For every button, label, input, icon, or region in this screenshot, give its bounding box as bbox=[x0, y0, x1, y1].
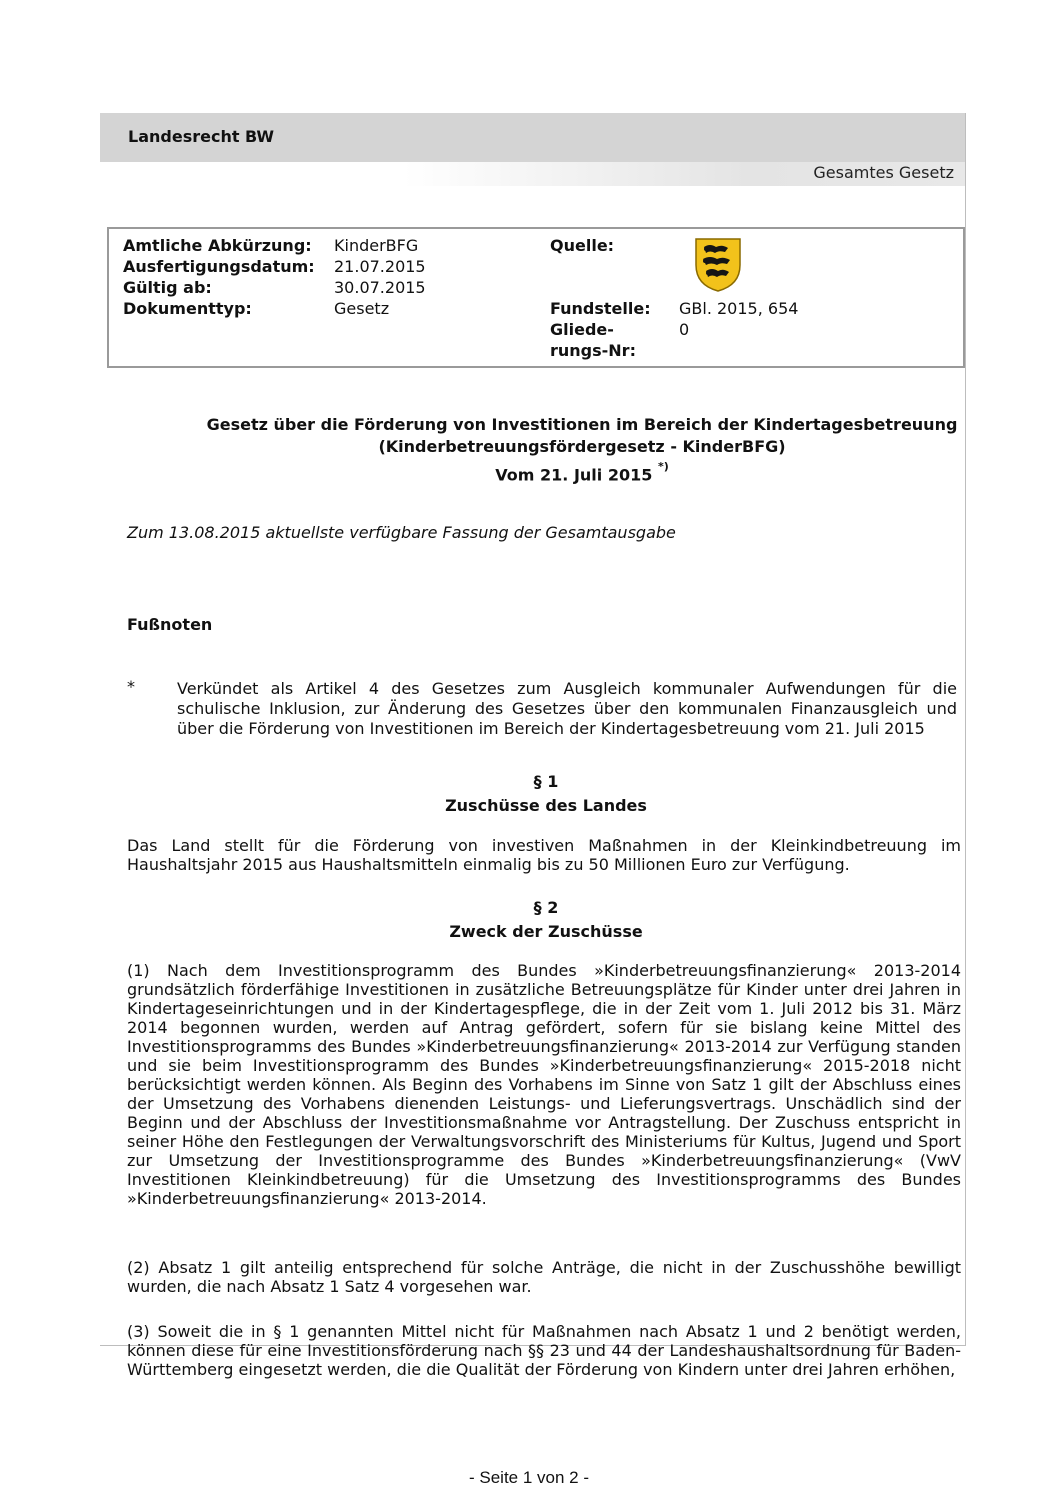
section-2-paragraph-2: (2) Absatz 1 gilt anteilig entsprechend für solche Anträge, die nicht in der Zuschusshöhe bewilligt wurden, die nach Absatz 1 Satz 4 vorgesehen war. bbox=[127, 1258, 961, 1296]
gliederung-value: 0 bbox=[679, 320, 690, 339]
metadata-box bbox=[107, 227, 965, 368]
section-2-paragraph-3: (3) Soweit die in § 1 genannten Mittel nicht für Maßnahmen nach Absatz 1 und 2 benötigt werden, können diese für eine Investitionsförderung nach §§ 23 und 44 der Landeshaushaltsordnung für Baden-Württemberg eingesetzt werden, die die Qualität der Förderung von Kindern unter drei Jahren erhöhen, bbox=[127, 1322, 961, 1379]
header-title: Landesrecht BW bbox=[128, 127, 275, 146]
coat-of-arms-icon bbox=[694, 237, 742, 293]
footnotes-heading: Fußnoten bbox=[127, 615, 213, 634]
section-1-heading bbox=[127, 770, 965, 818]
date-footnote-link[interactable]: *) bbox=[657, 460, 669, 473]
document-title-line2: (Kinderbetreuungsfördergesetz - KinderBFG) bbox=[378, 437, 786, 456]
gliederung-label-line1: Gliede- bbox=[550, 320, 614, 339]
document-date-text: Vom 21. Juli 2015 bbox=[495, 465, 653, 485]
section-1-title: Zuschüsse des Landes bbox=[445, 796, 647, 815]
subheader-bar bbox=[100, 162, 965, 186]
document-date bbox=[200, 460, 964, 485]
abbr-value: KinderBFG bbox=[334, 236, 419, 255]
document-title-line1: Gesetz über die Förderung von Investitionen im Bereich der Kindertagesbetreuung bbox=[206, 415, 958, 434]
type-label: Dokumenttyp: bbox=[123, 299, 252, 318]
valid-label: Gültig ab: bbox=[123, 278, 212, 297]
header-subtitle: Gesamtes Gesetz bbox=[813, 163, 954, 182]
footnote-mark: * bbox=[127, 677, 135, 696]
abbr-label: Amtliche Abkürzung: bbox=[123, 236, 312, 255]
section-1-number: § 1 bbox=[533, 772, 559, 791]
document-title bbox=[200, 414, 964, 458]
date-value: 21.07.2015 bbox=[334, 257, 426, 276]
gliederung-label-line2: rungs-Nr: bbox=[550, 341, 636, 360]
section-2-title: Zweck der Zuschüsse bbox=[449, 922, 643, 941]
fund-label: Fundstelle: bbox=[550, 299, 651, 318]
section-2-paragraph-1: (1) Nach dem Investitionsprogramm des Bundes »Kinderbetreuungsfinanzierung« 2013-2014 grundsätzlich förderfähige Investitionen in zusätzliche Betreuungsplätze für Kinder unter drei Jahren in Kindertageseinrichtungen und in der Kindertagespflege, die in der Zeit vom 1. Juli 2012 bis 31. März 2014 begonnen wurden, werden auf Antrag gefördert, sofern für sie bislang keine Mittel des Investitionsprogramms des Bundes »Kinderbetreuungsfinanzierung« 2013-2014 zur Verfügung standen und sie beim Investitionsprogramm des Bundes »Kinderbetreuungsfinanzierung« 2015-2018 nicht berücksichtigt werden können. Als Beginn des Vorhabens im Sinne von Satz 1 gilt der Abschluss eines der Umsetzung des Vorhabens dienenden Leistungs- und Lieferungsvertrags. Unschädlich sind der Beginn und der Abschluss der Investitionsmaßnahme vor Antragstellung. Der Zuschuss entspricht in seiner Höhe den Festlegungen der Verwaltungsvorschrift des Ministeriums für Kultus, Jugend und Sport zur Umsetzung der Investitionsprogramme des Bundes »Kinderbetreuungsfinanzierung« (VwV Investitionen Kleinkindbetreuung) für die Umsetzung des Investitionsprogramms des Bundes »Kinderbetreuungsfinanzierung« 2013-2014. bbox=[127, 961, 961, 1208]
type-value: Gesetz bbox=[334, 299, 390, 318]
date-label: Ausfertigungsdatum: bbox=[123, 257, 315, 276]
page-number: - Seite 1 von 2 - bbox=[468, 1468, 589, 1487]
version-note: Zum 13.08.2015 aktuellste verfügbare Fassung der Gesamtausgabe bbox=[127, 523, 676, 542]
source-label: Quelle: bbox=[550, 236, 615, 255]
footnote-text: Verkündet als Artikel 4 des Gesetzes zum Ausgleich kommunaler Aufwendungen für die schulische Inklusion, zur Änderung des Gesetzes über den kommunalen Finanzausgleich und über die Förderung von Investitionen im Bereich der Kindertagesbetreuung vom 21. Juli 2015 bbox=[177, 679, 957, 738]
header-bar bbox=[100, 113, 965, 162]
section-1-paragraph-1: Das Land stellt für die Förderung von investiven Maßnahmen in der Kleinkindbetreuung im Haushaltsjahr 2015 aus Haushaltsmitteln einmalig bis zu 50 Millionen Euro zur Verfügung. bbox=[127, 836, 961, 874]
valid-value: 30.07.2015 bbox=[334, 278, 426, 297]
section-2-heading bbox=[127, 896, 965, 944]
section-2-number: § 2 bbox=[533, 898, 559, 917]
fund-value: GBl. 2015, 654 bbox=[679, 299, 799, 318]
